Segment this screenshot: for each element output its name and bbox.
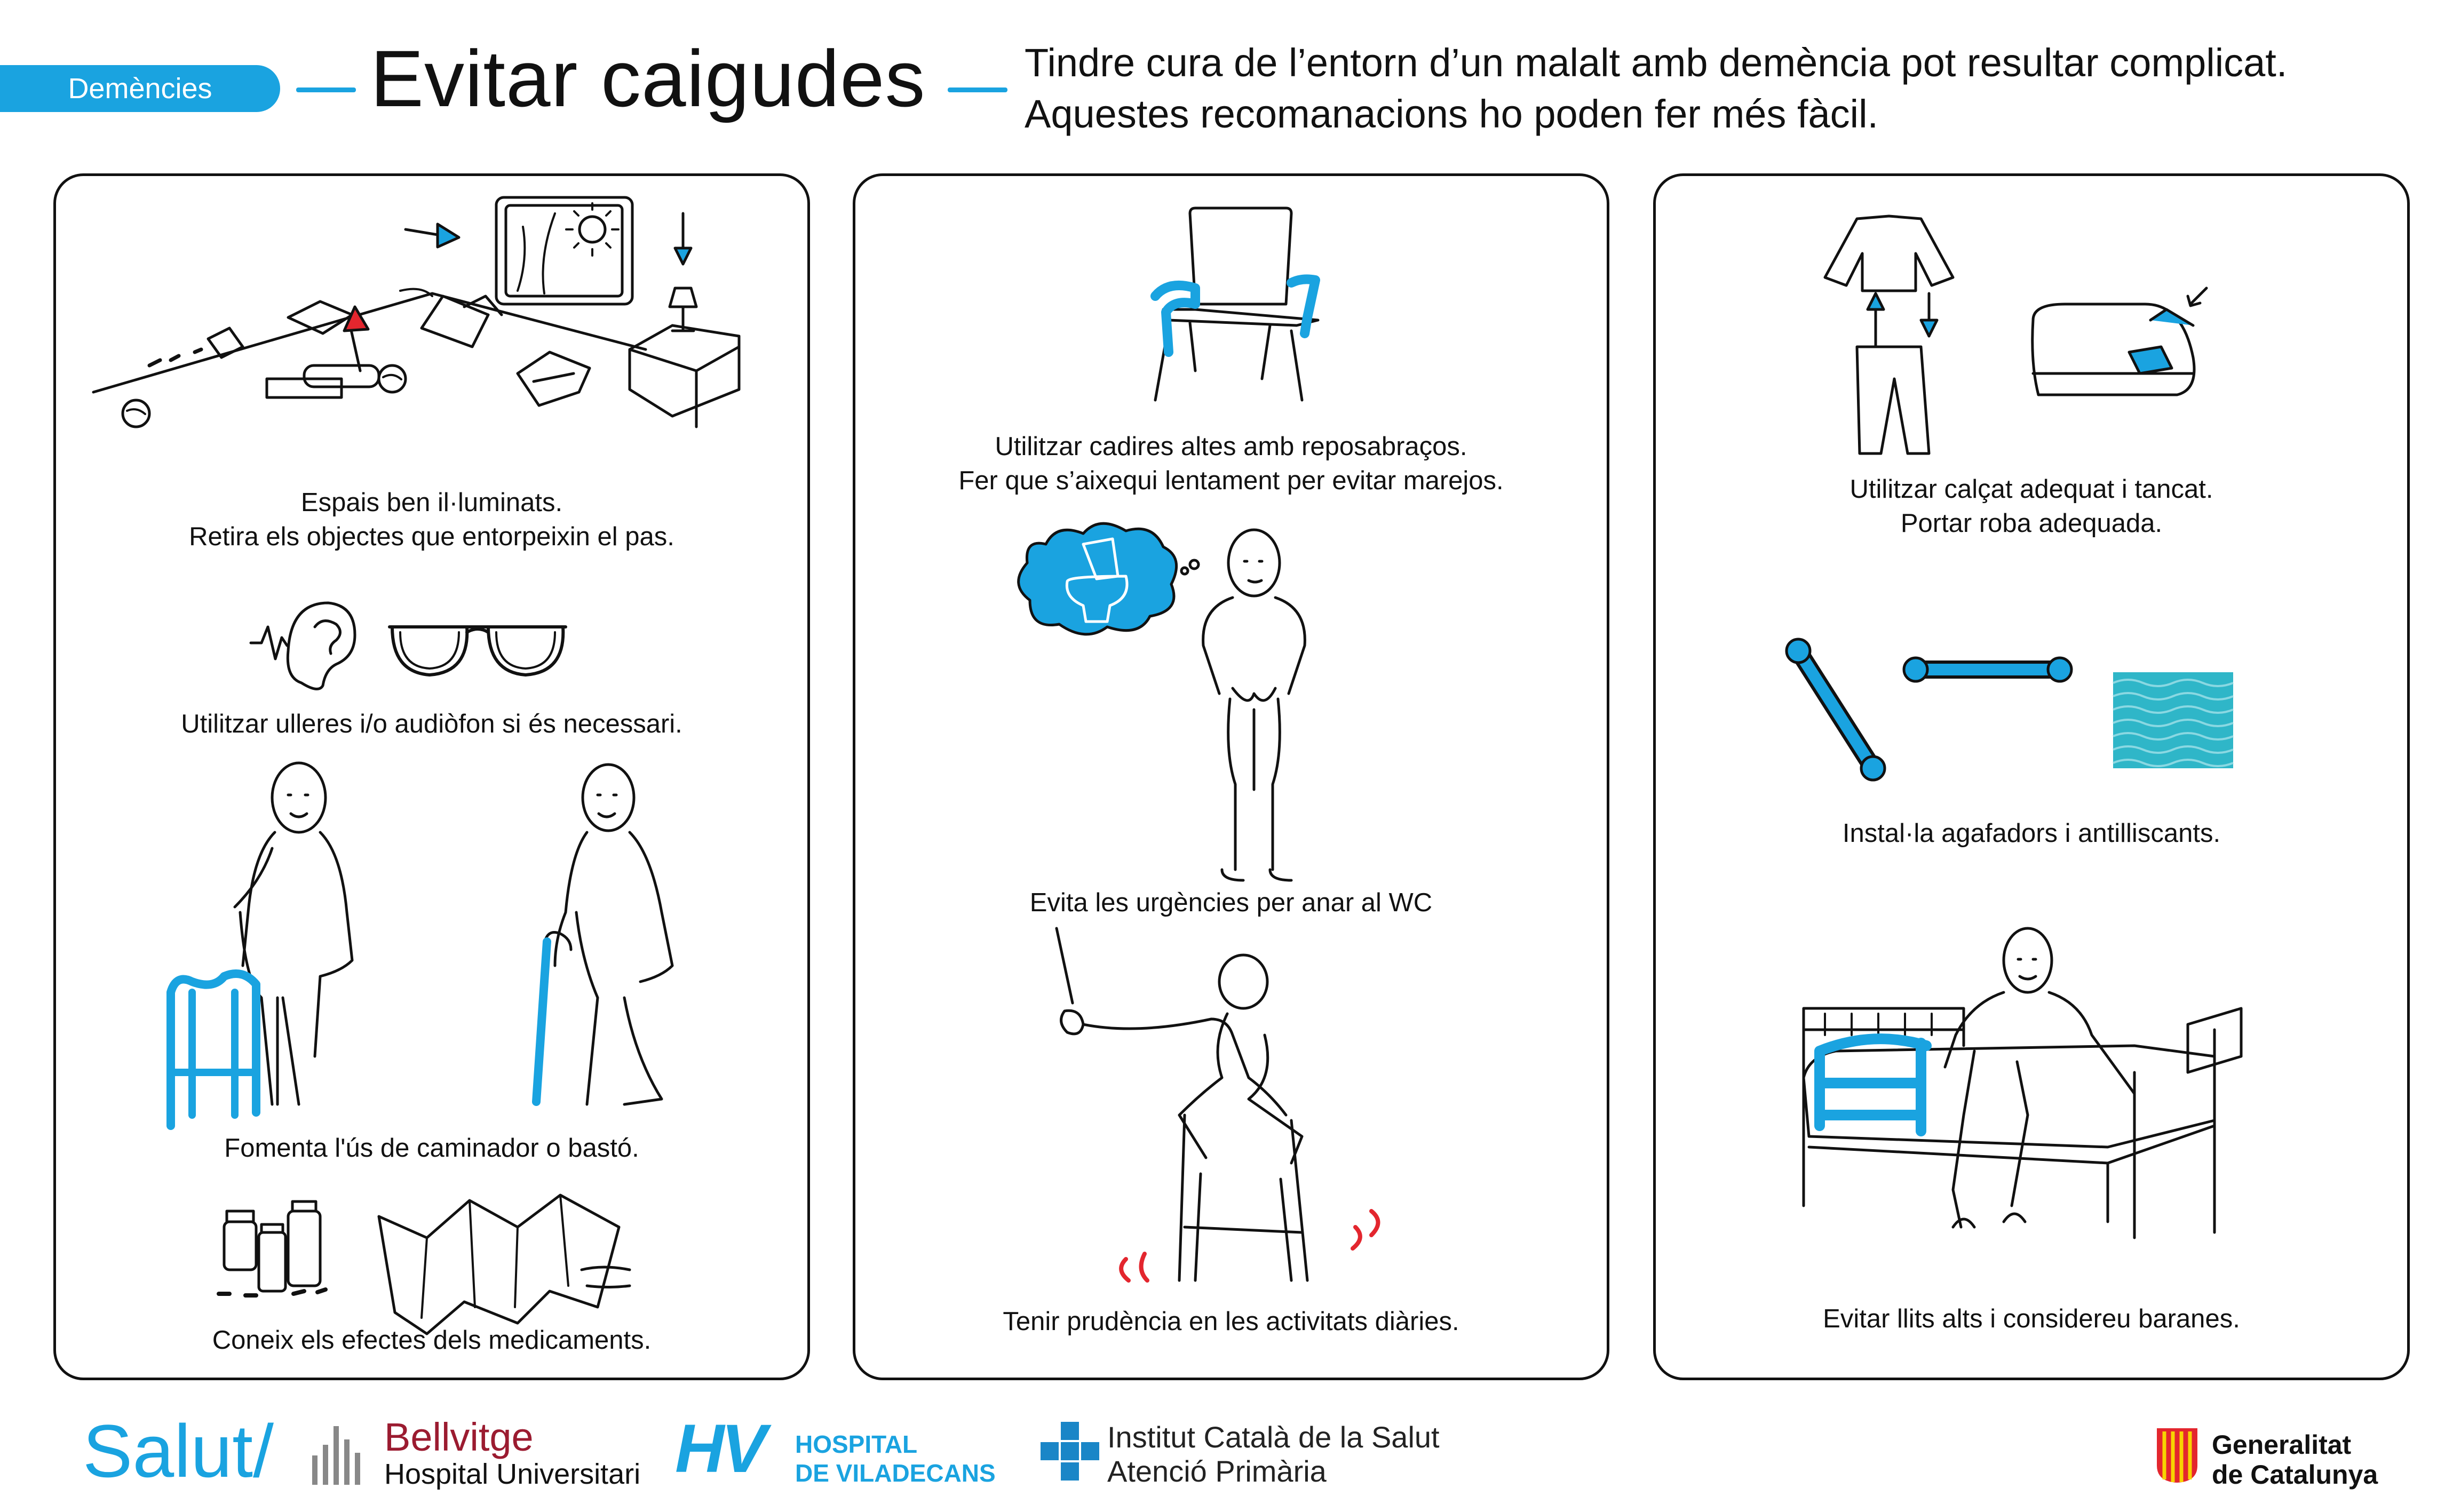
pillow-icon bbox=[422, 296, 488, 347]
generalitat-line-2: de Catalunya bbox=[2212, 1460, 2378, 1490]
tip-lighting-line-2: Retira els objectes que entorpeixin el pas. bbox=[189, 522, 674, 551]
arrow-icon bbox=[675, 248, 691, 264]
viladecans-logo bbox=[795, 1430, 996, 1487]
pills-icon bbox=[213, 1200, 336, 1307]
shake-mark-icon bbox=[1121, 1254, 1147, 1280]
tip-beds-caption: Evitar llits alts i considereu baranes. bbox=[1823, 1304, 2240, 1333]
subtitle-line-1: Tindre cura de l’entorn d’un malalt amb demència pot resultar complicat. bbox=[1025, 41, 2288, 85]
ear-icon bbox=[251, 595, 358, 691]
title-dash-left bbox=[296, 87, 356, 92]
bellvitge-name: Bellvitge bbox=[384, 1415, 534, 1459]
ics-logo bbox=[1107, 1420, 1440, 1489]
toilet-thought-illustration bbox=[1025, 523, 1355, 896]
cane-person-illustration bbox=[528, 758, 720, 1120]
tip-walker-caption: Fomenta l'ús de caminador o bastó. bbox=[224, 1134, 639, 1163]
clothes-illustration bbox=[1825, 213, 1958, 453]
page-subtitle bbox=[1025, 37, 2287, 140]
generalitat-emblem-icon bbox=[2156, 1427, 2198, 1483]
book-icon bbox=[518, 352, 590, 405]
viladecans-mark: HV bbox=[675, 1411, 764, 1487]
shake-mark-icon bbox=[1353, 1211, 1378, 1248]
tip-medication-caption: Coneix els efectes dels medicaments. bbox=[212, 1326, 652, 1355]
bed-with-rail-illustration bbox=[1793, 923, 2268, 1254]
bellvitge-logo bbox=[384, 1416, 640, 1490]
category-badge-label: Demències bbox=[68, 73, 212, 105]
lightbulb-icon bbox=[1061, 1010, 1083, 1034]
arrow-icon bbox=[438, 224, 459, 247]
tip-prudence-caption: Tenir prudència en les activitats diàries. bbox=[1003, 1307, 1459, 1336]
tip-shoes-caption bbox=[1653, 472, 2410, 540]
title-dash-right bbox=[948, 87, 1007, 92]
generalitat-logo bbox=[2212, 1430, 2378, 1490]
ics-line-2: Atenció Primària bbox=[1107, 1454, 1327, 1488]
generalitat-line-1: Generalitat bbox=[2212, 1430, 2352, 1460]
ics-cross-icon bbox=[1041, 1422, 1099, 1481]
viladecans-line-2: DE VILADECANS bbox=[795, 1459, 996, 1487]
tip-grab-bars-caption: Instal·la agafadors i antilliscants. bbox=[1842, 819, 2221, 848]
leaflet-icon bbox=[374, 1195, 640, 1318]
sun-icon bbox=[580, 217, 605, 242]
tip-wc-caption: Evita les urgències per anar al WC bbox=[1029, 888, 1433, 917]
salut-logo: Salut/ bbox=[83, 1409, 274, 1493]
page-title: Evitar caigudes bbox=[370, 34, 926, 123]
tip-glasses-caption: Utilitzar ulleres i/o audiòfon si és necessari. bbox=[181, 710, 682, 738]
viladecans-line-1: HOSPITAL bbox=[795, 1430, 918, 1458]
bellvitge-logo-mark bbox=[309, 1423, 368, 1485]
bellvitge-sub: Hospital Universitari bbox=[384, 1458, 641, 1490]
glasses-icon bbox=[384, 619, 571, 683]
tip-shoes-line-2: Portar roba adequada. bbox=[1900, 509, 2163, 538]
armchair-illustration bbox=[1147, 203, 1323, 405]
anti-slip-mat-icon bbox=[2113, 672, 2233, 768]
tip-shoes-line-1: Utilitzar calçat adequat i tancat. bbox=[1849, 475, 2213, 504]
category-badge bbox=[0, 65, 280, 112]
grab-bar-diagonal-icon bbox=[1782, 635, 1889, 784]
window-icon bbox=[496, 197, 632, 304]
tip-lighting-line-1: Espais ben il·luminats. bbox=[300, 488, 563, 517]
subtitle-line-2: Aquestes recomanacions ho poden fer més fàcil. bbox=[1025, 92, 1879, 136]
tip-chair-line-1: Utilitzar cadires altes amb reposabraços. bbox=[995, 432, 1467, 461]
lamp-icon bbox=[670, 288, 696, 307]
tip-chair-caption bbox=[853, 429, 1609, 498]
tip-lighting-caption bbox=[53, 486, 810, 554]
reaching-on-chair-illustration bbox=[1041, 928, 1414, 1296]
ics-line-1: Institut Català de la Salut bbox=[1107, 1420, 1440, 1454]
grab-bar-horizontal-icon bbox=[1900, 651, 2076, 688]
shoe-icon bbox=[2028, 277, 2209, 400]
cluttered-room-illustration bbox=[91, 189, 763, 488]
walker-person-illustration bbox=[160, 758, 384, 1120]
tip-chair-line-2: Fer que s’aixequi lentament per evitar marejos. bbox=[958, 466, 1504, 495]
